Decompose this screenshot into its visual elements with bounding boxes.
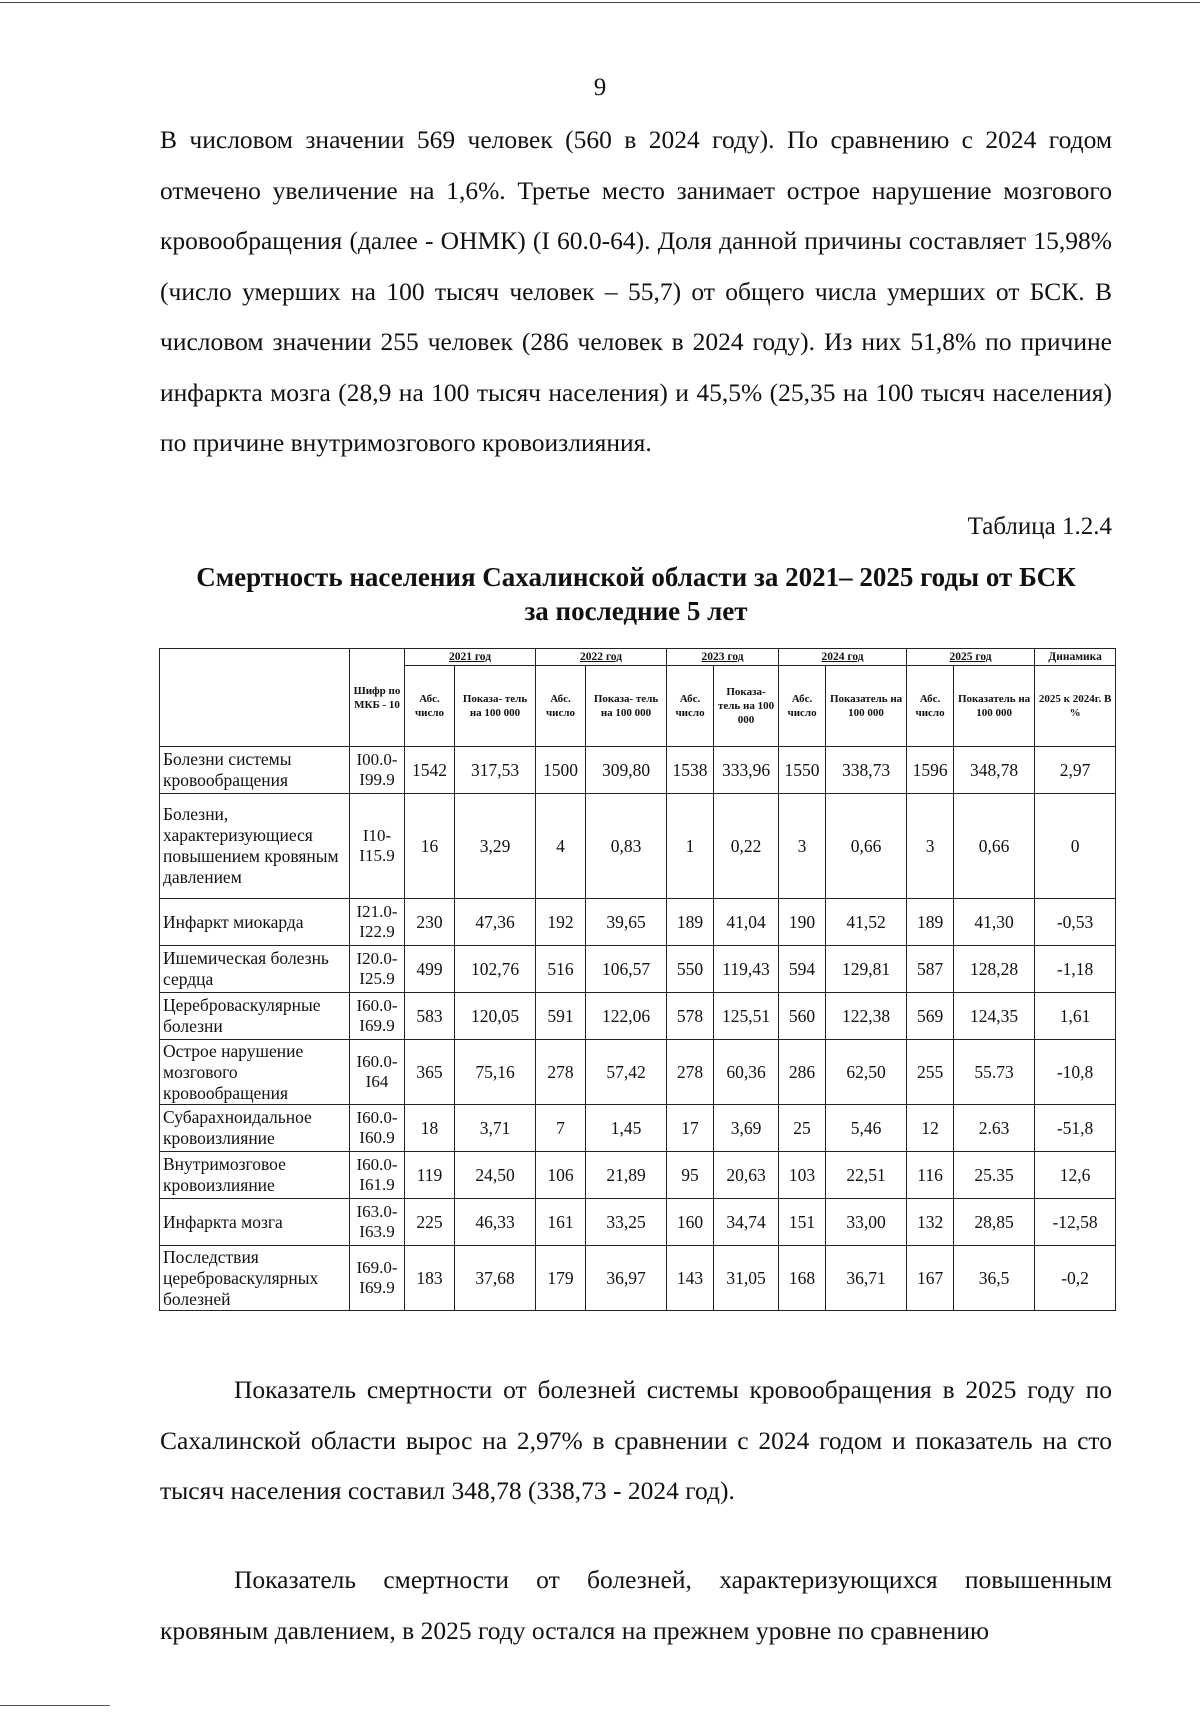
header-year-2022: 2022 год — [536, 649, 667, 666]
row-rate-value: 122,06 — [586, 993, 667, 1040]
row-abs-value: 17 — [667, 1105, 714, 1152]
row-rate-value: 33,25 — [586, 1199, 667, 1246]
row-abs-value: 179 — [536, 1246, 586, 1311]
row-abs-value: 1550 — [779, 747, 826, 794]
row-rate-value: 120,05 — [455, 993, 536, 1040]
row-disease-name: Последствия цереброваскулярных болезней — [160, 1246, 350, 1311]
row-dynamics-value: -51,8 — [1035, 1105, 1116, 1152]
row-abs-value: 225 — [405, 1199, 455, 1246]
page-number: 9 — [593, 74, 607, 101]
row-dynamics-value: -1,18 — [1035, 946, 1116, 993]
row-rate-value: 106,57 — [586, 946, 667, 993]
row-abs-value: 103 — [779, 1152, 826, 1199]
header-abs-2025: Абс. число — [907, 666, 954, 747]
table-row — [160, 946, 1116, 993]
row-abs-value: 3 — [779, 794, 826, 899]
row-abs-value: 516 — [536, 946, 586, 993]
row-disease-name: Болезни, характеризующиеся повышением кровяным давлением — [160, 794, 350, 899]
paragraph-bsk-summary: Показатель смертности от болезней системы кровообращения в 2025 году по Сахалинской области вырос на 2,97% в сравнении с 2024 годом и показатель на сто тысяч населения составил 348,78 (338,73 - 2024 год). — [160, 1375, 1112, 1505]
row-abs-value: 365 — [405, 1040, 455, 1105]
row-rate-value: 36,5 — [954, 1246, 1035, 1311]
row-abs-value: 1542 — [405, 747, 455, 794]
row-dynamics-value: 0 — [1035, 794, 1116, 899]
row-abs-value: 1500 — [536, 747, 586, 794]
row-abs-value: 116 — [907, 1152, 954, 1199]
row-abs-value: 25 — [779, 1105, 826, 1152]
table-row — [160, 1105, 1116, 1152]
row-dynamics-value: -10,8 — [1035, 1040, 1116, 1105]
row-rate-value: 22,51 — [826, 1152, 907, 1199]
header-year-2025: 2025 год — [907, 649, 1035, 666]
row-rate-value: 36,71 — [826, 1246, 907, 1311]
table-title-line-2: за последние 5 лет — [524, 596, 748, 626]
row-rate-value: 24,50 — [455, 1152, 536, 1199]
row-disease-name: Острое нарушение мозгового кровообращения — [160, 1040, 350, 1105]
header-rate-2025: Показатель на 100 000 — [954, 666, 1035, 747]
table-body — [160, 747, 1116, 1311]
table-row — [160, 794, 1116, 899]
row-rate-value: 41,52 — [826, 899, 907, 946]
row-icd-code: I60.0-I60.9 — [350, 1105, 405, 1152]
row-abs-value: 7 — [536, 1105, 586, 1152]
row-rate-value: 3,29 — [455, 794, 536, 899]
row-abs-value: 190 — [779, 899, 826, 946]
row-abs-value: 550 — [667, 946, 714, 993]
row-rate-value: 125,51 — [714, 993, 779, 1040]
row-abs-value: 167 — [907, 1246, 954, 1311]
row-dynamics-value: -12,58 — [1035, 1199, 1116, 1246]
row-rate-value: 34,74 — [714, 1199, 779, 1246]
row-rate-value: 41,30 — [954, 899, 1035, 946]
row-rate-value: 1,45 — [586, 1105, 667, 1152]
row-abs-value: 18 — [405, 1105, 455, 1152]
row-rate-value: 0,66 — [954, 794, 1035, 899]
row-dynamics-value: -0,2 — [1035, 1246, 1116, 1311]
header-rate-2021: Показа- тель на 100 000 — [455, 666, 536, 747]
row-abs-value: 1538 — [667, 747, 714, 794]
row-rate-value: 317,53 — [455, 747, 536, 794]
row-rate-value: 33,00 — [826, 1199, 907, 1246]
row-abs-value: 132 — [907, 1199, 954, 1246]
row-rate-value: 55.73 — [954, 1040, 1035, 1105]
row-dynamics-value: 2,97 — [1035, 747, 1116, 794]
header-rate-2022: Показа- тель на 100 000 — [586, 666, 667, 747]
row-rate-value: 3,69 — [714, 1105, 779, 1152]
table-row — [160, 1246, 1116, 1311]
row-icd-code: I10-I15.9 — [350, 794, 405, 899]
row-disease-name: Ишемическая болезнь сердца — [160, 946, 350, 993]
table-row — [160, 1040, 1116, 1105]
row-icd-code: I20.0-I25.9 — [350, 946, 405, 993]
row-disease-name: Инфаркта мозга — [160, 1199, 350, 1246]
footnote-rule — [0, 1705, 110, 1706]
header-code: Шифр по МКБ - 10 — [350, 649, 405, 747]
row-abs-value: 278 — [667, 1040, 714, 1105]
row-rate-value: 124,35 — [954, 993, 1035, 1040]
header-year-2021: 2021 год — [405, 649, 536, 666]
row-rate-value: 128,28 — [954, 946, 1035, 993]
mortality-table — [159, 648, 1116, 1311]
row-abs-value: 161 — [536, 1199, 586, 1246]
row-rate-value: 28,85 — [954, 1199, 1035, 1246]
row-icd-code: I60.0-I61.9 — [350, 1152, 405, 1199]
table-row — [160, 747, 1116, 794]
row-abs-value: 591 — [536, 993, 586, 1040]
row-rate-value: 62,50 — [826, 1040, 907, 1105]
row-icd-code: I69.0-I69.9 — [350, 1246, 405, 1311]
row-rate-value: 0,22 — [714, 794, 779, 899]
row-abs-value: 286 — [779, 1040, 826, 1105]
row-icd-code: I60.0-I69.9 — [350, 993, 405, 1040]
header-year-2023: 2023 год — [667, 649, 779, 666]
row-disease-name: Инфаркт миокарда — [160, 899, 350, 946]
row-rate-value: 41,04 — [714, 899, 779, 946]
row-abs-value: 183 — [405, 1246, 455, 1311]
row-rate-value: 348,78 — [954, 747, 1035, 794]
row-abs-value: 1596 — [907, 747, 954, 794]
row-disease-name: Внутримозговое кровоизлияние — [160, 1152, 350, 1199]
row-rate-value: 20,63 — [714, 1152, 779, 1199]
row-rate-value: 60,36 — [714, 1040, 779, 1105]
row-rate-value: 39,65 — [586, 899, 667, 946]
row-abs-value: 143 — [667, 1246, 714, 1311]
row-rate-value: 3,71 — [455, 1105, 536, 1152]
header-dynamics-sub: 2025 к 2024г. В % — [1035, 666, 1116, 747]
header-abs-2024: Абс. число — [779, 666, 826, 747]
row-abs-value: 119 — [405, 1152, 455, 1199]
row-abs-value: 95 — [667, 1152, 714, 1199]
row-rate-value: 338,73 — [826, 747, 907, 794]
row-icd-code: I00.0-I99.9 — [350, 747, 405, 794]
row-disease-name: Цереброваскулярные болезни — [160, 993, 350, 1040]
row-rate-value: 37,68 — [455, 1246, 536, 1311]
row-disease-name: Болезни системы кровообращения — [160, 747, 350, 794]
row-rate-value: 25.35 — [954, 1152, 1035, 1199]
row-dynamics-value: -0,53 — [1035, 899, 1116, 946]
row-rate-value: 309,80 — [586, 747, 667, 794]
page-top-edge-rule — [0, 2, 1200, 3]
row-rate-value: 47,36 — [455, 899, 536, 946]
row-rate-value: 0,83 — [586, 794, 667, 899]
row-icd-code: I21.0-I22.9 — [350, 899, 405, 946]
row-rate-value: 119,43 — [714, 946, 779, 993]
row-rate-value: 21,89 — [586, 1152, 667, 1199]
row-abs-value: 168 — [779, 1246, 826, 1311]
row-abs-value: 4 — [536, 794, 586, 899]
table-title — [160, 560, 1112, 628]
row-rate-value: 31,05 — [714, 1246, 779, 1311]
row-abs-value: 499 — [405, 946, 455, 993]
row-abs-value: 160 — [667, 1199, 714, 1246]
header-abs-2022: Абс. число — [536, 666, 586, 747]
row-abs-value: 278 — [536, 1040, 586, 1105]
row-abs-value: 106 — [536, 1152, 586, 1199]
table-row — [160, 993, 1116, 1040]
paragraph-intro: В числовом значении 569 человек (560 в 2024 году). По сравнению с 2024 годом отмечено увеличение на 1,6%. Третье место занимает острое нарушение мозгового кровообращения (далее - ОНМК) (I 60.0-64). Доля данной причины составляет 15,98% (число умерших на 100 тысяч человек – 55,7) от общего числа умерших от БСК. В числовом значении 255 человек (286 человек в 2024 году). Из них 51,8% по причине инфаркта мозга (28,9 на 100 тысяч населения) и 45,5% (25,35 на 100 тысяч населения) по причине внутримозгового кровоизлияния. — [160, 125, 1112, 457]
row-abs-value: 569 — [907, 993, 954, 1040]
table-header-year-row — [160, 649, 1116, 666]
row-abs-value: 189 — [667, 899, 714, 946]
row-abs-value: 151 — [779, 1199, 826, 1246]
row-abs-value: 3 — [907, 794, 954, 899]
row-rate-value: 122,38 — [826, 993, 907, 1040]
row-rate-value: 333,96 — [714, 747, 779, 794]
row-abs-value: 1 — [667, 794, 714, 899]
row-disease-name: Субарахноидальное кровоизлияние — [160, 1105, 350, 1152]
paragraph-hypertension-summary: Показатель смертности от болезней, характеризующихся повышенным кровяным давлением, в 2025 году остался на прежнем уровне по сравнению — [160, 1565, 1112, 1645]
table-label: Таблица 1.2.4 — [967, 513, 1112, 540]
row-abs-value: 578 — [667, 993, 714, 1040]
row-rate-value: 75,16 — [455, 1040, 536, 1105]
row-abs-value: 587 — [907, 946, 954, 993]
row-abs-value: 12 — [907, 1105, 954, 1152]
row-rate-value: 102,76 — [455, 946, 536, 993]
row-abs-value: 192 — [536, 899, 586, 946]
row-abs-value: 189 — [907, 899, 954, 946]
row-dynamics-value: 1,61 — [1035, 993, 1116, 1040]
header-dynamics: Динамика — [1035, 649, 1116, 666]
header-rate-2023: Показа- тель на 100 000 — [714, 666, 779, 747]
table-row — [160, 1152, 1116, 1199]
row-rate-value: 36,97 — [586, 1246, 667, 1311]
row-dynamics-value: 12,6 — [1035, 1152, 1116, 1199]
table-row — [160, 899, 1116, 946]
row-abs-value: 583 — [405, 993, 455, 1040]
row-abs-value: 255 — [907, 1040, 954, 1105]
header-rate-2024: Показатель на 100 000 — [826, 666, 907, 747]
row-rate-value: 2.63 — [954, 1105, 1035, 1152]
row-abs-value: 230 — [405, 899, 455, 946]
row-rate-value: 5,46 — [826, 1105, 907, 1152]
row-rate-value: 0,66 — [826, 794, 907, 899]
header-year-2024: 2024 год — [779, 649, 907, 666]
row-rate-value: 129,81 — [826, 946, 907, 993]
row-abs-value: 594 — [779, 946, 826, 993]
table-row — [160, 1199, 1116, 1246]
header-abs-2023: Абс. число — [667, 666, 714, 747]
table-title-line-1: Смертность населения Сахалинской области за 2021– 2025 годы от БСК — [196, 562, 1076, 592]
header-blank-cell — [160, 649, 350, 747]
row-icd-code: I60.0-I64 — [350, 1040, 405, 1105]
row-rate-value: 57,42 — [586, 1040, 667, 1105]
header-abs-2021: Абс. число — [405, 666, 455, 747]
row-abs-value: 560 — [779, 993, 826, 1040]
row-rate-value: 46,33 — [455, 1199, 536, 1246]
row-icd-code: I63.0-I63.9 — [350, 1199, 405, 1246]
row-abs-value: 16 — [405, 794, 455, 899]
